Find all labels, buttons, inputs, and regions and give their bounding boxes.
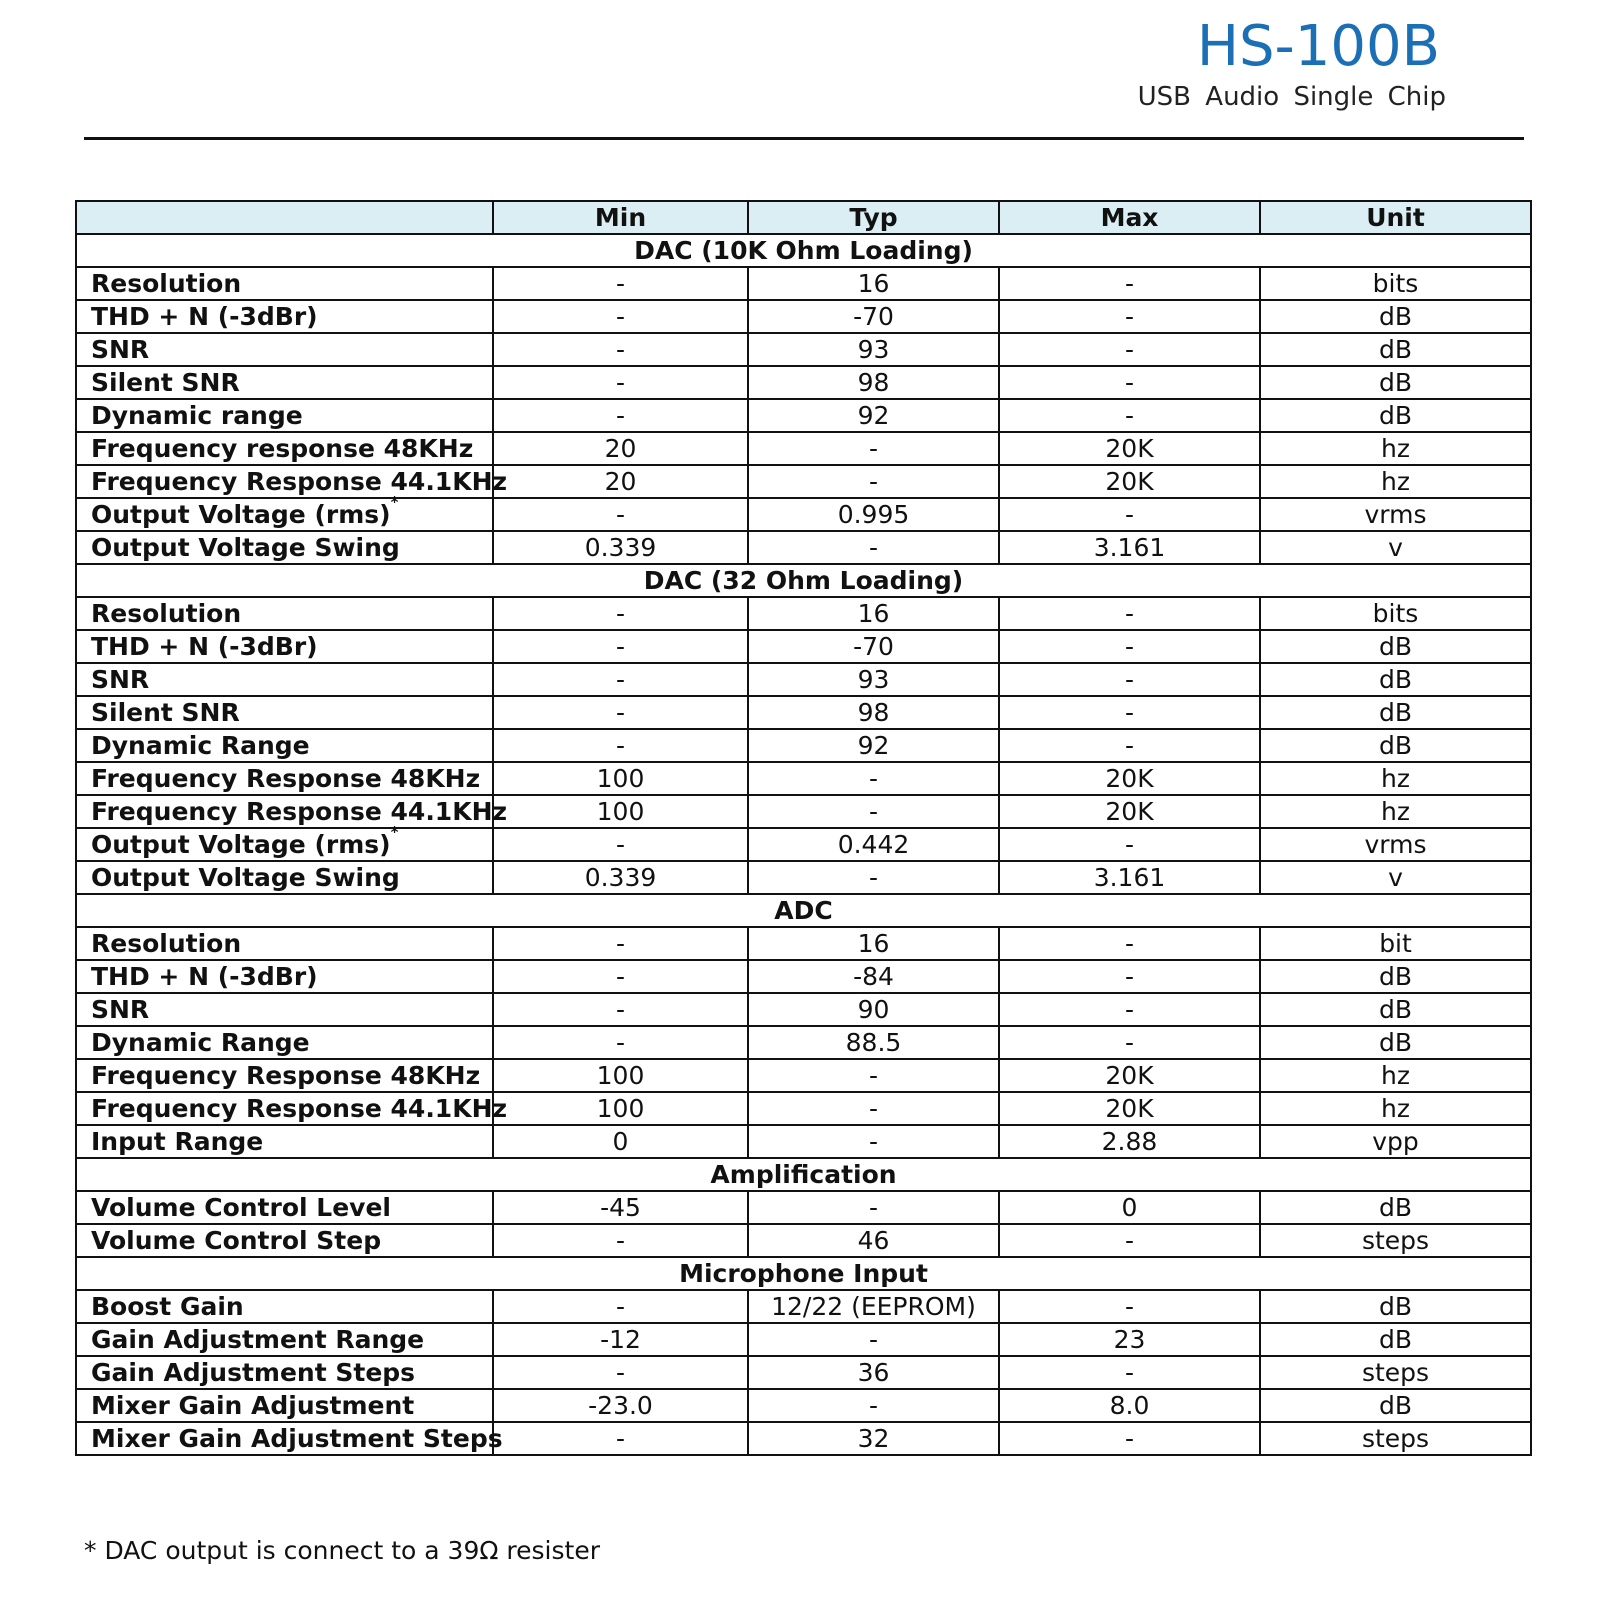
max-cell: 20K [999,1092,1260,1125]
typ-cell: 88.5 [748,1026,999,1059]
unit-cell: dB [1260,1026,1531,1059]
min-cell: - [493,630,748,663]
table-row [76,531,1531,564]
param-label: Dynamic range [91,401,303,430]
max-cell: 0 [999,1191,1260,1224]
max-cell: - [999,267,1260,300]
param-label: Frequency response 48KHz [91,434,474,463]
typ-cell: 93 [748,663,999,696]
min-cell: 100 [493,1059,748,1092]
unit-cell: vrms [1260,828,1531,861]
param-label: Boost Gain [91,1292,244,1321]
max-cell: - [999,366,1260,399]
min-cell: - [493,960,748,993]
unit-cell: dB [1260,663,1531,696]
param-cell [76,927,493,960]
max-cell: - [999,993,1260,1026]
min-cell: 100 [493,795,748,828]
param-label: Volume Control Level [91,1193,391,1222]
table-row [76,1059,1531,1092]
min-cell: -12 [493,1323,748,1356]
param-label: Dynamic Range [91,1028,310,1057]
min-cell: 20 [493,465,748,498]
table-row [76,498,1531,531]
section-title: DAC (10K Ohm Loading) [76,234,1531,267]
param-label: Frequency Response 44.1KHz [91,467,508,496]
unit-cell: dB [1260,1389,1531,1422]
max-cell: - [999,960,1260,993]
param-cell [76,531,493,564]
param-label: Silent SNR [91,698,240,727]
typ-cell: 92 [748,399,999,432]
param-cell [76,267,493,300]
header-divider [84,137,1524,140]
param-cell [76,993,493,1026]
product-subtitle: USB Audio Single Chip [1137,82,1446,112]
section-row [76,894,1531,927]
max-cell: - [999,399,1260,432]
min-cell: - [493,1290,748,1323]
param-cell [76,1356,493,1389]
unit-cell: hz [1260,1059,1531,1092]
typ-cell: 98 [748,366,999,399]
min-cell: - [493,696,748,729]
unit-cell: dB [1260,300,1531,333]
table-row [76,399,1531,432]
typ-cell: 98 [748,696,999,729]
param-cell [76,696,493,729]
unit-cell: steps [1260,1224,1531,1257]
param-cell [76,1092,508,1125]
min-cell: - [493,597,748,630]
typ-cell: - [748,432,999,465]
unit-cell: bits [1260,597,1531,630]
max-cell: - [999,597,1260,630]
typ-cell: 92 [748,729,999,762]
param-label: THD + N (-3dBr) [91,962,318,991]
param-cell [76,795,508,828]
param-label: Gain Adjustment Range [91,1325,425,1354]
unit-cell: dB [1260,1191,1531,1224]
param-label: Dynamic Range [91,731,310,760]
min-cell: - [493,927,748,960]
param-cell [76,1125,493,1158]
typ-cell: - [748,465,999,498]
param-label: THD + N (-3dBr) [91,302,318,331]
typ-cell: 36 [748,1356,999,1389]
min-cell: - [493,663,748,696]
param-label: Resolution [91,599,242,628]
max-cell: 2.88 [999,1125,1260,1158]
typ-cell: - [748,1125,999,1158]
max-cell: - [999,1290,1260,1323]
typ-cell: - [748,1092,999,1125]
min-cell: -23.0 [493,1389,748,1422]
unit-cell: v [1260,861,1531,894]
footnote-marker: * [390,823,399,841]
spec-table [75,200,1532,1456]
param-cell [76,1389,493,1422]
max-cell: - [999,1356,1260,1389]
section-row [76,1158,1531,1191]
unit-cell: dB [1260,1290,1531,1323]
typ-cell: 90 [748,993,999,1026]
param-label: Frequency Response 44.1KHz [91,1094,508,1123]
table-row [76,1389,1531,1422]
min-cell: - [493,828,748,861]
typ-cell: -84 [748,960,999,993]
min-cell: - [493,300,748,333]
table-row [76,762,1531,795]
table-row [76,1224,1531,1257]
section-row [76,1257,1531,1290]
param-cell [76,960,493,993]
param-label: Frequency Response 48KHz [91,1061,481,1090]
table-row [76,333,1531,366]
unit-cell: hz [1260,795,1531,828]
unit-cell: steps [1260,1422,1531,1455]
column-header-typ: Typ [748,201,999,234]
min-cell: - [493,267,748,300]
max-cell: - [999,927,1260,960]
typ-cell: -70 [748,630,999,663]
unit-cell: steps [1260,1356,1531,1389]
typ-cell: - [748,531,999,564]
param-cell [76,597,493,630]
min-cell: 100 [493,1092,748,1125]
table-row [76,465,1531,498]
unit-cell: hz [1260,762,1531,795]
table-row [76,663,1531,696]
min-cell: - [493,993,748,1026]
table-row [76,1356,1531,1389]
footnote-marker: * [390,493,399,511]
typ-cell: 46 [748,1224,999,1257]
param-label: Resolution [91,269,242,298]
param-cell [76,630,493,663]
min-cell: 0.339 [493,861,748,894]
param-cell [76,1026,493,1059]
section-row [76,234,1531,267]
max-cell: - [999,729,1260,762]
param-cell [76,663,493,696]
column-header-unit: Unit [1260,201,1531,234]
typ-cell: 32 [748,1422,999,1455]
max-cell: - [999,1026,1260,1059]
min-cell: - [493,1422,748,1455]
min-cell: - [493,1356,748,1389]
typ-cell: -70 [748,300,999,333]
param-cell [76,1191,493,1224]
max-cell: 20K [999,1059,1260,1092]
section-row [76,564,1531,597]
typ-cell: 16 [748,927,999,960]
max-cell: - [999,1224,1260,1257]
min-cell: 20 [493,432,748,465]
table-row [76,1290,1531,1323]
max-cell: 20K [999,432,1260,465]
typ-cell: - [748,795,999,828]
section-title: Amplification [76,1158,1531,1191]
unit-cell: dB [1260,1323,1531,1356]
table-row [76,927,1531,960]
param-label: SNR [91,665,150,694]
param-cell [76,432,493,465]
typ-cell: 93 [748,333,999,366]
param-label: Gain Adjustment Steps [91,1358,416,1387]
param-cell [76,1422,503,1455]
param-label: Volume Control Step [91,1226,382,1255]
param-label: Output Voltage (rms) [91,500,391,529]
unit-cell: dB [1260,993,1531,1026]
table-row [76,300,1531,333]
max-cell: - [999,1422,1260,1455]
param-label: Output Voltage Swing [91,863,400,892]
typ-cell: - [748,1191,999,1224]
max-cell: 20K [999,762,1260,795]
section-title: DAC (32 Ohm Loading) [76,564,1531,597]
param-cell [76,1224,493,1257]
max-cell: 20K [999,465,1260,498]
column-header-min: Min [493,201,748,234]
typ-cell: 12/22 (EEPROM) [748,1290,999,1323]
table-row [76,597,1531,630]
param-cell [76,1290,493,1323]
max-cell: - [999,696,1260,729]
table-row [76,1092,1531,1125]
footnote: * DAC output is connect to a 39Ω resister [84,1536,600,1565]
max-cell: - [999,300,1260,333]
table-row [76,267,1531,300]
typ-cell: 16 [748,597,999,630]
unit-cell: dB [1260,366,1531,399]
max-cell: 8.0 [999,1389,1260,1422]
unit-cell: dB [1260,696,1531,729]
unit-cell: hz [1260,1092,1531,1125]
unit-cell: dB [1260,399,1531,432]
param-label: Output Voltage (rms) [91,830,391,859]
unit-cell: vpp [1260,1125,1531,1158]
unit-cell: bit [1260,927,1531,960]
param-label: Output Voltage Swing [91,533,400,562]
max-cell: 3.161 [999,861,1260,894]
table-row [76,861,1531,894]
param-label: Silent SNR [91,368,240,397]
table-row [76,1026,1531,1059]
spec-table-body [76,234,1531,1455]
param-cell [76,333,493,366]
max-cell: - [999,498,1260,531]
table-row [76,960,1531,993]
min-cell: 100 [493,762,748,795]
max-cell: - [999,630,1260,663]
typ-cell: - [748,762,999,795]
max-cell: - [999,333,1260,366]
table-row [76,366,1531,399]
table-row [76,1323,1531,1356]
min-cell: - [493,366,748,399]
min-cell: 0.339 [493,531,748,564]
param-cell [76,823,493,861]
param-label: Frequency Response 48KHz [91,764,481,793]
unit-cell: dB [1260,630,1531,663]
unit-cell: dB [1260,729,1531,762]
min-cell: - [493,333,748,366]
table-row [76,729,1531,762]
unit-cell: bits [1260,267,1531,300]
typ-cell: 16 [748,267,999,300]
typ-cell: - [748,861,999,894]
param-cell [76,1059,493,1092]
max-cell: 20K [999,795,1260,828]
param-label: Input Range [91,1127,264,1156]
table-row [76,1125,1531,1158]
unit-cell: hz [1260,432,1531,465]
param-label: THD + N (-3dBr) [91,632,318,661]
typ-cell: - [748,1389,999,1422]
typ-cell: - [748,1323,999,1356]
min-cell: 0 [493,1125,748,1158]
typ-cell: 0.995 [748,498,999,531]
unit-cell: vrms [1260,498,1531,531]
min-cell: - [493,1026,748,1059]
unit-cell: dB [1260,333,1531,366]
param-cell [76,861,493,894]
table-row [76,696,1531,729]
unit-cell: dB [1260,960,1531,993]
unit-cell: hz [1260,465,1531,498]
table-row [76,1191,1531,1224]
column-header-max: Max [999,201,1260,234]
max-cell: 3.161 [999,531,1260,564]
param-cell [76,399,493,432]
table-row [76,795,1531,828]
table-header-row [76,201,1531,234]
param-label: Mixer Gain Adjustment Steps [91,1424,503,1453]
min-cell: - [493,399,748,432]
param-cell [76,493,493,531]
min-cell: - [493,1224,748,1257]
typ-cell: - [748,1059,999,1092]
column-header-param [76,201,493,234]
param-cell [76,1323,493,1356]
table-row [76,630,1531,663]
unit-cell: v [1260,531,1531,564]
param-cell [76,300,493,333]
table-row [76,432,1531,465]
table-row [76,828,1531,861]
section-title: Microphone Input [76,1257,1531,1290]
param-label: Resolution [91,929,242,958]
min-cell: - [493,498,748,531]
min-cell: -45 [493,1191,748,1224]
section-title: ADC [76,894,1531,927]
max-cell: - [999,663,1260,696]
max-cell: - [999,828,1260,861]
table-row [76,993,1531,1026]
min-cell: - [493,729,748,762]
product-title: HS-100B [1196,14,1440,79]
param-cell [76,762,493,795]
param-cell [76,465,508,498]
param-label: SNR [91,335,150,364]
typ-cell: 0.442 [748,828,999,861]
param-label: Mixer Gain Adjustment [91,1391,415,1420]
param-cell [76,366,493,399]
param-label: SNR [91,995,150,1024]
param-label: Frequency Response 44.1KHz [91,797,508,826]
table-row [76,1422,1531,1455]
max-cell: 23 [999,1323,1260,1356]
param-cell [76,729,493,762]
